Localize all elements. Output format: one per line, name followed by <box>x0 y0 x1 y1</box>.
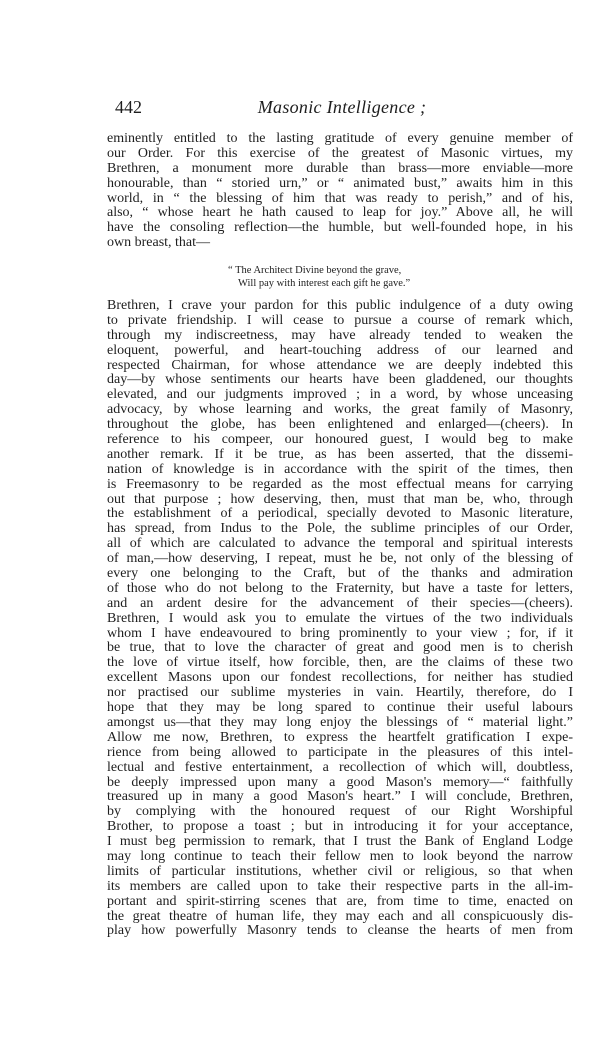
text-line: and an ardent desire for the advancement of their species—(cheers). <box>107 595 573 611</box>
text-line: of those who do not belong to the Fraternity, but have a taste for letters, <box>107 580 573 596</box>
text-line: I must beg permission to remark, that I trust the Bank of England Lodge <box>107 834 573 850</box>
text-line: the great theatre of human life, they may each and all conspicuously dis- <box>107 908 573 924</box>
text-line: advocacy, by whose learning and works, the great family of Masonry, <box>107 402 573 418</box>
text-line: Brother, to propose a toast ; but in introducing it for your acceptance, <box>107 819 573 835</box>
text-line: Allow me now, Brethren, to express the heartfelt gratification I expe- <box>107 729 573 745</box>
text-line: also, “ whose heart he hath caused to leap for joy.” Above all, he will <box>107 205 573 221</box>
text-line: the establishment of a periodical, specially devoted to Masonic literature, <box>107 506 573 522</box>
quote-line: “ The Architect Divine beyond the grave, <box>228 265 402 276</box>
text-line: our Order. For this exercise of the greatest of Masonic virtues, my <box>107 145 573 161</box>
text-line: out that purpose ; how deserving, then, must that man be, who, through <box>107 491 573 507</box>
text-line: nation of knowledge is in accordance with the spirit of the times, then <box>107 461 573 477</box>
verse-quote <box>228 264 478 290</box>
text-line: hope that they may be long spared to continue their useful labours <box>107 700 573 716</box>
text-line: its members are called upon to take their respective parts in the all-im- <box>107 878 573 894</box>
text-line: amongst us—that they may long enjoy the blessings of “ material light.” <box>107 714 573 730</box>
text-line: Brethren, a monument more durable than brass—more enviable—more <box>107 160 573 176</box>
text-line: world, in “ the blessing of him that was ready to perish,” and of his, <box>107 190 573 206</box>
text-line: by complying with the honoured request of our Right Worshipful <box>107 804 573 820</box>
page-header <box>107 97 577 119</box>
text-line: play how powerfully Masonry tends to cleanse the hearts of men from <box>107 923 573 939</box>
text-line: may long continue to teach their fellow men to look beyond the narrow <box>107 848 573 864</box>
text-line: elevated, and our judgments improved ; in a word, by whose unceasing <box>107 387 573 403</box>
text-line: day—by whose sentiments our hearts have been gladdened, our thoughts <box>107 372 573 388</box>
text-line: to private friendship. I will cease to pursue a course of remark which, <box>107 312 573 328</box>
text-line: another remark. If it be true, as has been asserted, that the dissemi- <box>107 446 573 462</box>
text-line: portant and spirit-stirring scenes that are, from time to time, enacted on <box>107 893 573 909</box>
text-line: respected Chairman, for whose attendance we are deeply indebted this <box>107 357 573 373</box>
text-line: Brethren, I crave your pardon for this public indulgence of a duty owing <box>107 298 573 313</box>
text-line: be deeply impressed upon many a good Mason's memory—“ faithfully <box>107 774 573 790</box>
text-line: lectual and festive entertainment, a recollection of which will, doubtless, <box>107 759 573 775</box>
text-line: throughout the globe, has been enlightened and enlarged—(cheers). In <box>107 417 573 433</box>
text-line: have the consoling reflection—the humble, but well-founded hope, in his <box>107 220 573 236</box>
text-line: has spread, from Indus to the Pole, the sublime principles of our Order, <box>107 521 573 537</box>
text-line: be true, that to love the character of great and good men is to cherish <box>107 640 573 656</box>
text-line: through my indiscreetness, may have already tended to weaken the <box>107 327 573 343</box>
text-line: eloquent, powerful, and heart-touching address of our learned and <box>107 342 573 358</box>
text-line: all of which are calculated to advance the temporal and spiritual interests <box>107 536 573 552</box>
text-line: nor practised our sublime mysteries in vain. Heartily, therefore, do I <box>107 685 573 701</box>
text-line: rience from being allowed to participate in the pleasures of this intel- <box>107 744 573 760</box>
text-line: limits of particular institutions, whether civil or religious, so that when <box>107 863 573 879</box>
quote-line: Will pay with interest each gift he gave.” <box>238 278 411 289</box>
text-line: whom I have endeavoured to bring prominently to your view ; for, if it <box>107 625 573 641</box>
running-title: Masonic Intelligence ; <box>257 97 427 117</box>
text-line: the love of virtue itself, how forcible, then, are the claims of these two <box>107 655 573 671</box>
text-line: Brethren, I would ask you to emulate the virtues of the two individuals <box>107 610 573 626</box>
text-line: honourable, than “ storied urn,” or “ animated bust,” awaits him in this <box>107 175 573 191</box>
text-line: is Freemasonry to be regarded as the most effectual means for carrying <box>107 476 573 492</box>
page-number: 442 <box>115 97 142 117</box>
text-line: every one belonging to the Craft, but of the thanks and admiration <box>107 566 573 582</box>
text-line: of man,—how deserving, I repeat, must he be, not only of the blessing of <box>107 551 573 567</box>
text-line: eminently entitled to the lasting gratitude of every genuine member of <box>107 131 573 146</box>
paragraph-1 <box>107 132 573 251</box>
paragraph-2 <box>107 299 573 939</box>
text-line: own breast, that— <box>107 235 211 251</box>
text-line: excellent Masons upon our fondest recollections, for neither has studied <box>107 670 573 686</box>
text-line: treasured up in many a good Mason's heart.” I will conclude, Brethren, <box>107 789 573 805</box>
text-line: reference to his compeer, our honoured guest, I would beg to make <box>107 432 573 448</box>
